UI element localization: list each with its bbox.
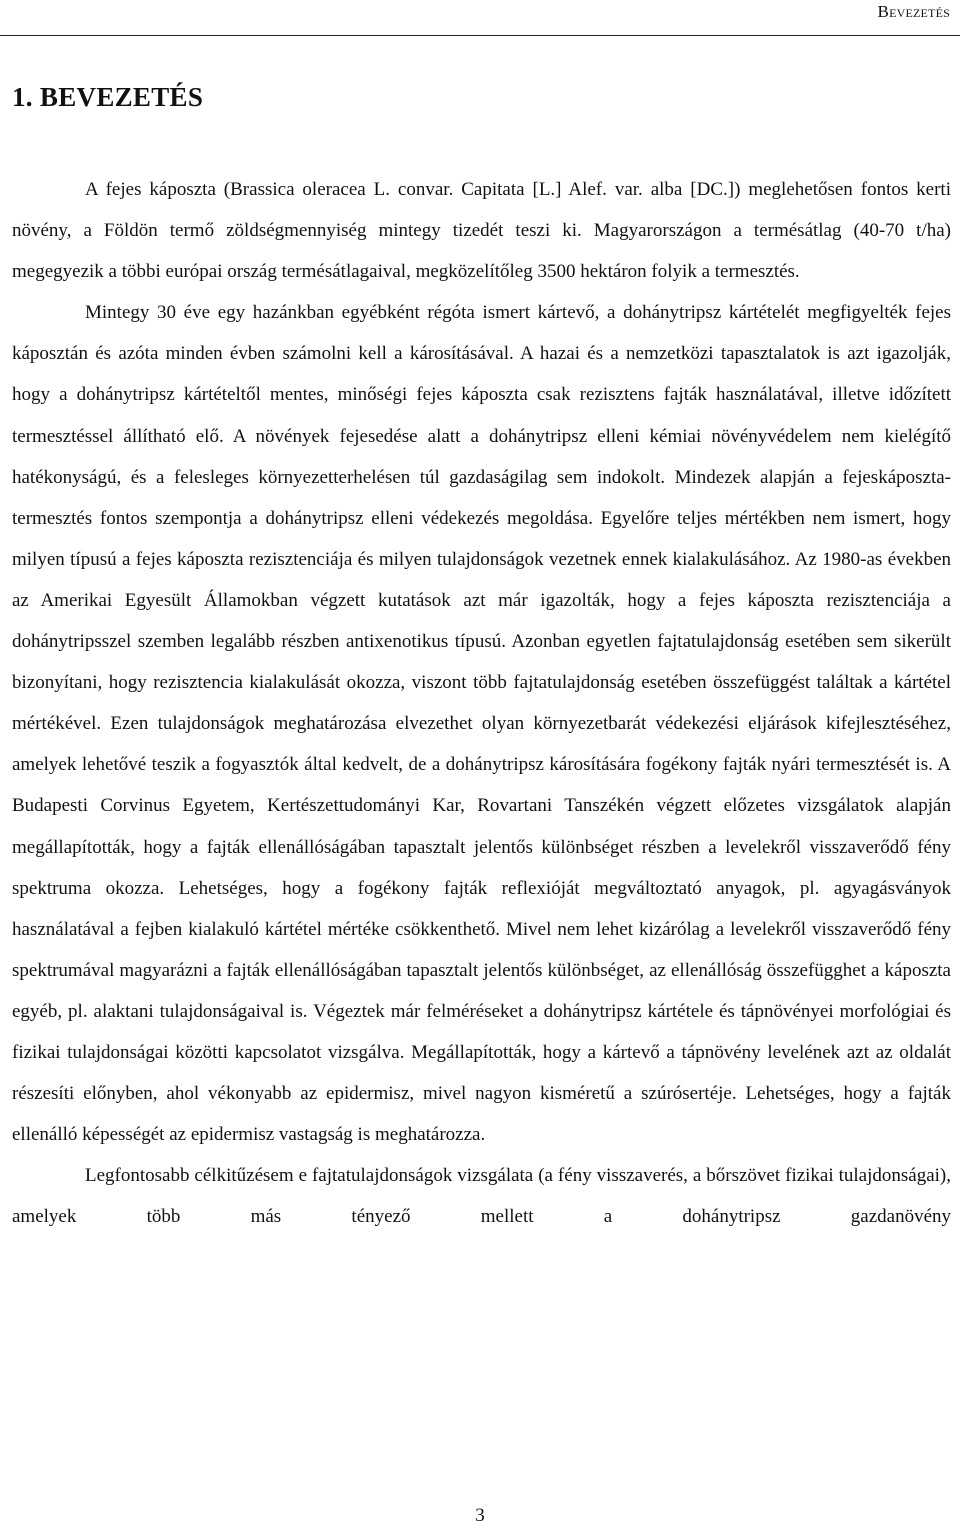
page-number: 3	[475, 1505, 485, 1526]
running-header: Bevezetés	[877, 2, 950, 21]
header-rule	[0, 35, 960, 36]
paragraph-3: Legfontosabb célkitűzésem e fajtatulajdonságok vizsgálata (a fény visszaverés, a bőrszövet fizikai tulajdonságai), amelyek több más tényező mellett a dohánytripsz gazdanövény	[12, 1165, 951, 1228]
paragraph-2: Mintegy 30 éve egy hazánkban egyébként régóta ismert kártevő, a dohánytripsz kártételét megfigyelték fejes káposztán és azóta minden évben számolni kell a károsításával. A hazai és a nemzetközi tapasztalatok is azt igazolják, hogy a dohánytripsz kártételtől mentes, minőségi fejes káposzta csak rezisztens fajták használatával, illetve időzített termesztéssel állítható elő. A növények fejesedése alatt a dohánytripsz elleni kémiai növényvédelem nem kielégítő hatékonyságú, és a felesleges környezetterhelésen túl gazdaságilag sem indokolt. Mindezek alapján a fejeskáposzta-termesztés fontos szempontja a dohánytripsz elleni védekezés megoldása. Egyelőre teljes mértékben nem ismert, hogy milyen típusú a fejes káposzta rezisztenciája és milyen tulajdonságok vezetnek ennek kialakulásához. Az 1980-as években az Amerikai Egyesült Államokban végzett kutatások azt már igazolták, hogy a fejes káposzta rezisztenciája a dohánytripsszel szemben legalább részben antixenotikus típusú. Azonban egyetlen fajtatulajdonság esetében sem sikerült bizonyítani, hogy rezisztencia kialakulását okozza, viszont több fajtatulajdonság esetében összefüggést találtak a kártétel mértékével. Ezen tulajdonságok meghatározása elvezethet olyan környezetbarát védekezési eljárások kifejlesztéséhez, amelyek lehetővé teszik a fogyasztók által kedvelt, de a dohánytripsz károsítására fogékony fajták nyári termesztését is. A Budapesti Corvinus Egyetem, Kertészettudományi Kar, Rovartani Tanszékén végzett előzetes vizsgálatok alapján megállapították, hogy a fajták ellenállóságában tapasztalt jelentős különbséget részben a levelekről visszaverődő fény spektruma okozza. Lehetséges, hogy a fogékony fajták reflexióját megváltoztató anyagok, pl. agyagásványok használatával a fejben kialakuló kártétel mértéke csökkenthető. Mivel nem lehet kizárólag a levelekről visszaverődő fény spektrumával magyarázni a fajták ellenállóságában tapasztalt jelentős különbséget, az ellenállóság összefügghet a káposzta egyéb, pl. alaktani tulajdonságaival is. Végeztek már felméréseket a dohánytripsz kártétele és tápnövényei morfológiai és fizikai tulajdonságai közötti kapcsolatot vizsgálva. Megállapították, hogy a kártevő a tápnövény levelének azt az oldalát részesíti előnyben, ahol vékonyabb az epidermisz, mivel nagyon kisméretű a szúrósertéje. Lehetséges, hogy a fajták ellenálló képességét az epidermisz vastagság is meghatározza.	[12, 302, 951, 1146]
paragraph-1: A fejes káposzta (Brassica oleracea L. convar. Capitata [L.] Alef. var. alba [DC.]) meglehetősen fontos kerti növény, a Földön termő zöldségmennyiség mintegy tizedét teszi ki. Magyarországon a termésátlag (40-70 t/ha) megegyezik a többi európai ország termésátlagaival, megközelítőleg 3500 hektáron folyik a termesztés.	[12, 179, 951, 283]
chapter-title: 1. BEVEZETÉS	[12, 82, 204, 112]
body-text	[12, 169, 951, 1237]
